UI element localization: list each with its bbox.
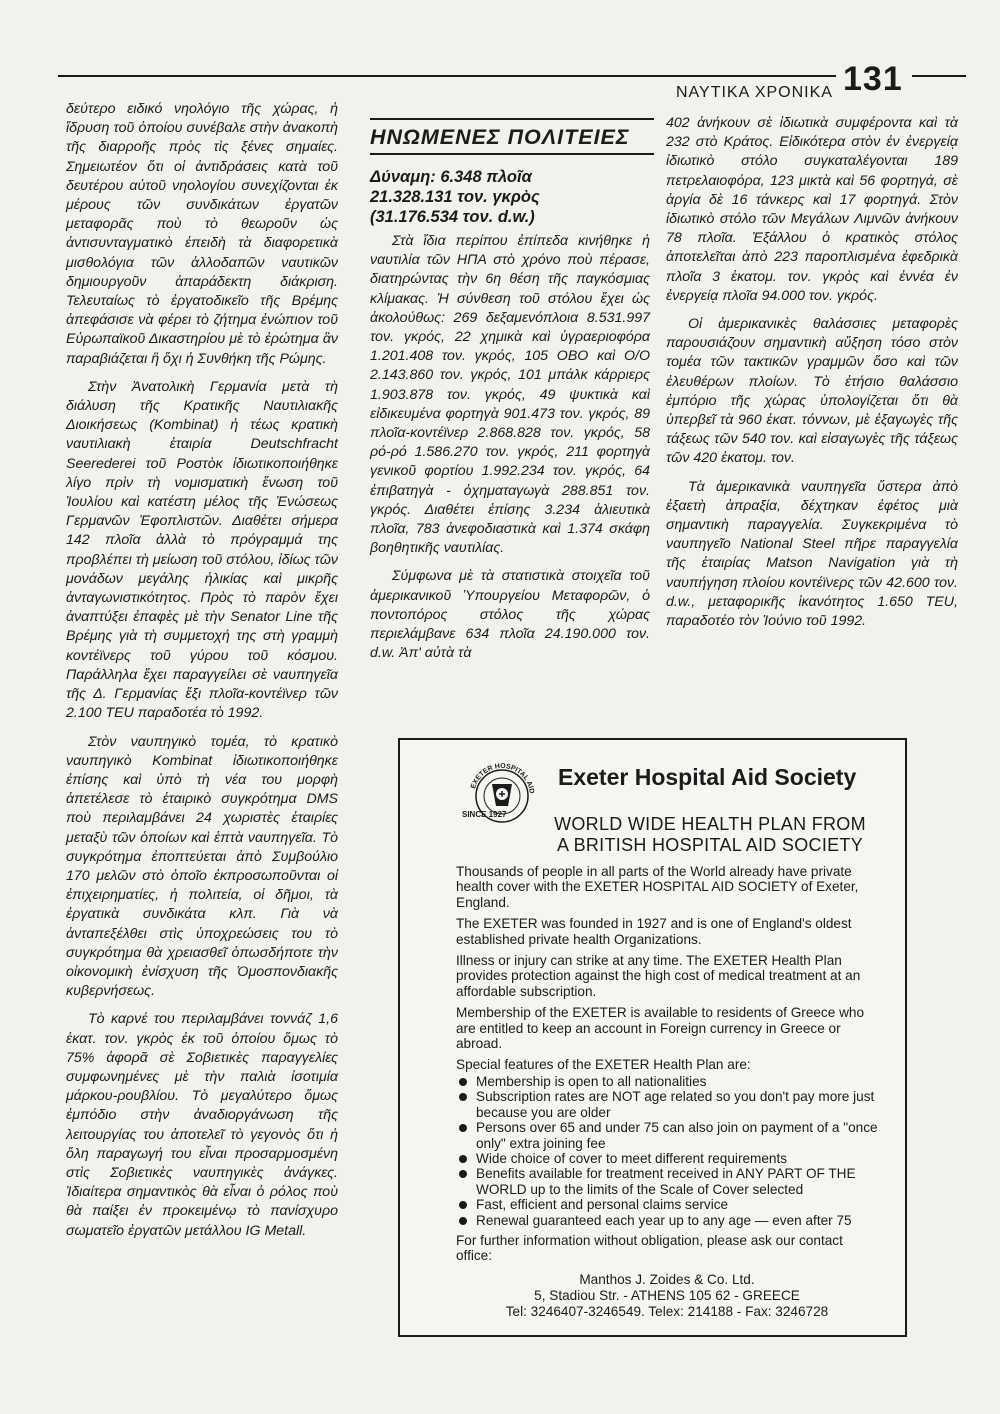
section-rule-bottom xyxy=(370,153,654,155)
advert-title: Exeter Hospital Aid Society xyxy=(558,764,857,790)
page-number: 131 xyxy=(843,60,903,98)
paragraph: Στὸν ναυπηγικὸ τομέα, τὸ κρατικὸ ναυπηγικὸ Kombinat ἰδιωτικοποιήθηκε ἐπίσης καὶ ὑπὸ τὴ νέα του μορφὴ ἀπετέλεσε τὸ ἑταιρικὸ συγκρότημα DMS ποὺ περιλαμβάνει 24 χωριστὲς ἑταιρίες μεταξὺ τῶν ὁποίων καὶ ἑπτὰ ναυπηγεῖα. Τὸ συγκρότημα ἐποπτεύεται ἀπὸ Συμβούλιο 170 μελῶν στὸ ὁποῖο ἐκπροσωποῦνται οἱ ἐπιχειρηματίες, ἡ πολιτεία, οἱ δῆμοι, τὰ ἐργατικὰ συνδικάτα κλπ. Γιὰ νὰ ἀνταπεξέλθει στὶς ὑποχρεώσεις του τὸ συγκρότημα θὰ χρειασθεῖ ὁπωσδήποτε τὴν οἰκονομικὴ ἐνίσχυση τῆς Ὁμοσπονδιακῆς κυβερνήσεως. xyxy=(66,733,338,1000)
exeter-advertisement xyxy=(398,738,907,1337)
features-intro: Special features of the EXETER Health Plan are: xyxy=(456,1057,751,1073)
section-title: ΗΝΩΜΕΝΕΣ ΠΟΛΙΤΕΙΕΣ xyxy=(370,125,630,149)
bullet-icon xyxy=(459,1217,467,1225)
feature-text: Benefits available for treatment received in ANY PART OF THE WORLD up to the limits of the Scale of Cover selected xyxy=(476,1166,856,1197)
paragraph: Στὴν Ἀνατολικὴ Γερμανία μετὰ τὴ διάλυση τῆς Κρατικῆς Ναυτιλιακῆς Διοικήσεως (Kombinat) ἡ τέως κρατικὴ ναυτιλιακὴ ἑταιρία Deutschfracht Seerederei τοῦ Ροστὸκ ἰδιωτικοποιήθηκε λίγο πρὶν τὴ νομισματικὴ ἕνωση τοῦ Ἰουλίου καὶ κατέστη μέλος τῆς Ἑνώσεως Γερμανῶν Ἐφοπλιστῶν. Διαθέτει σήμερα 142 πλοῖα ἀλλὰ τὸ πρόγραμμά της προβλέπει τὴ μείωση τοῦ στόλου, ἰδίως τῶν μονάδων μεγάλης ἡλικίας καὶ μικρῆς ἀνταγωνιστικότητος. Πρὸς τὸ παρὸν ἔχει ἀναπτύξει ἐπαφὲς μὲ τὴν Senator Line τῆς Βρέμης γιὰ τὴ συμμετοχή της στὴ γραμμὴ κοντέϊνερς τοῦ γύρου τοῦ κόσμου. Παράλληλα ἔχει παραγγείλει σὲ ναυπηγεῖα τῆς Δ. Γερμανίας ἕξι πλοῖα-κοντέϊνερ τῶν 2.100 TEU παραδοτέα τὸ 1992. xyxy=(66,378,338,722)
bullet-icon xyxy=(459,1170,467,1178)
feature-item xyxy=(456,1089,878,1120)
logo-lettering: EXETER HOSPITAL AID xyxy=(470,762,535,795)
contact-name: Manthos J. Zoides & Co. Ltd. xyxy=(579,1271,755,1287)
capacity-ships: Δύναμη: 6.348 πλοῖα xyxy=(370,168,532,186)
feature-item xyxy=(456,1074,878,1089)
feature-text: Renewal guaranteed each year up to any age — even after 75 xyxy=(476,1212,852,1228)
bullet-icon xyxy=(459,1201,467,1209)
article-column-3 xyxy=(666,114,958,640)
advert-paragraph: The EXETER was founded in 1927 and is one of England's oldest established private health Organizations. xyxy=(456,916,852,947)
bullet-icon xyxy=(459,1093,467,1101)
paragraph: Τὸ καρνέ του περιλαμβάνει τοννάζ 1,6 ἑκατ. τον. γκρὸς ἐκ τοῦ ὁποίου ὅμως τὸ 75% ἀφορᾶ σὲ Σοβιετικὲς παραγγελίες συμφωνημένες μὲ τὴν παλιὰ ἰσοτιμία μάρκου-ρουβλίου. Τὸ μεγαλύτερο ὅμως ἐμπόδιο στὴν ἀναδιοργάνωση τῆς λειτουργίας του ἀποτελεῖ τὸ γεγονὸς ὅτι ἡ ὅλη παραγωγή του εἶναι προσαρμοσμένη στὶς Σοβιετικὲς ναυπηγικὲς ἀνάγκες. Ἰδιαίτερα σημαντικὸς θὰ εἶναι ὁ ρόλος ποὺ θὰ παίξει ἐν προκειμένῳ τὸ πανίσχυρο σωματεῖο ἐργατῶν μετάλλου IG Metall. xyxy=(66,1011,338,1239)
capacity-dwt: (31.176.534 τον. d.w.) xyxy=(370,208,535,226)
paragraph: Στὰ ἴδια περίπου ἐπίπεδα κινήθηκε ἡ ναυτιλία τῶν ΗΠΑ στὸ χρόνο ποὺ πέρασε, διατηρώντας τὴν 6η θέση τῆς παγκόσμιας κλίμακας. Ἡ σύνθεση τοῦ στόλου ἔχει ὡς ἀκολούθως: 269 δεξαμενόπλοια 8.531.997 τον. γκρός, 22 χημικὰ καὶ ὑγραεριοφόρα 1.201.408 τον. γκρός, 105 OBO καὶ O/O 2.143.860 τον. γκρός, 101 μπάλκ κάρριερς 1.903.878 τον. γκρός, 49 ψυκτικὰ καὶ εἰδικευμένα φορτηγὰ 901.473 τον. γκρός, 89 πλοῖα-κοντέϊνερ 2.868.828 τον. γκρός, 58 ρό-ρό 1.586.270 τον. γκρός, 211 φορτηγὰ γενικοῦ φορτίου 1.992.234 τον. γκρός, 64 ἐπιβατηγὰ - ὀχηματαγωγὰ 288.851 τον. γκρός. Διαθέτει ἐπίσης 3.234 ἁλιευτικὰ πλοῖα, 783 ἀνεφοδιαστικὰ καὶ 1.374 σκάφη βοηθητικῆς ναυτιλίας. xyxy=(370,233,650,557)
paragraph: Τὰ ἀμερικανικὰ ναυπηγεῖα ὕστερα ἀπὸ ἐξαετὴ ἀπραξία, δέχτηκαν ἐφέτος μιὰ σημαντικὴ παραγγελία. Συγκεκριμένα τὸ ναυπηγεῖο National Steel πῆρε παραγγελία τῆς ἑταιρίας Matson Navigation γιὰ τὴ ναυπήγηση πλοίου κοντέϊνερς τῶν 42.600 τον. d.w., μεταφορικῆς ἱκανότητος 1.650 TEU, παραδοτέο τὸν Ἰούνιο τοῦ 1992. xyxy=(666,478,958,630)
feature-text: Fast, efficient and personal claims service xyxy=(476,1197,729,1213)
since-label: SINCE 1927 xyxy=(462,810,507,819)
feature-item xyxy=(456,1197,878,1212)
feature-item xyxy=(456,1151,878,1166)
header-rule-right xyxy=(912,75,966,77)
bullet-icon xyxy=(459,1155,467,1163)
capacity-grt: 21.328.131 τον. γκρὸς xyxy=(370,188,540,206)
features-list xyxy=(456,1074,878,1228)
publication-name: ΝΑΥΤΙΚΑ ΧΡΟΝΙΚΑ xyxy=(676,84,833,101)
contact-block xyxy=(456,1272,878,1320)
advert-paragraph: Membership of the EXETER is available to residents of Greece who are entitled to keep an account in Foreign currency in Greece or abroad. xyxy=(456,1005,865,1052)
header-rule-left xyxy=(58,75,836,77)
feature-text: Membership is open to all nationalities xyxy=(476,1073,707,1089)
paragraph: Σύμφωνα μὲ τὰ στατιστικὰ στοιχεῖα τοῦ ἀμερικανικοῦ Ὑπουργείου Μεταφορῶν, ὁ ποντοπόρος στόλος τῆς χώρας περιελάμβανε 634 πλοῖα 24.190.000 τον. d.w. Ἀπ' αὐτὰ τὰ xyxy=(370,568,650,662)
bullet-icon xyxy=(459,1078,467,1086)
feature-text: Persons over 65 and under 75 can also join on payment of a "once only" extra joining fee xyxy=(476,1120,878,1151)
advert-paragraph: Thousands of people in all parts of the World already have private health cover with the EXETER HOSPITAL AID SOCIETY of Exeter, England. xyxy=(456,864,859,910)
article-column-2 xyxy=(370,232,650,672)
advert-body xyxy=(456,864,878,1320)
feature-text: Wide choice of cover to meet different requirements xyxy=(476,1150,788,1166)
advert-headline-1: WORLD WIDE HEALTH PLAN FROM xyxy=(554,814,866,834)
feature-text: Subscription rates are NOT age related so you don't pay more just because you are older xyxy=(476,1089,875,1120)
paragraph: 402 ἀνήκουν σὲ ἰδιωτικὰ συμφέροντα καὶ τὰ 232 στὸ Κράτος. Εἰδικότερα στὸν ἐν ἐνεργείᾳ ἰδιωτικὸ στόλο συγκαταλέγονται 189 πετρελαιοφόρα, 123 μικτὰ καὶ 56 φορτηγά, σὲ ἀργία δὲ 16 τάνκερς καὶ 17 φορτηγά. Στὸν ἰδιωτικὸ στόλο τῶν Μεγάλων Λιμνῶν ἀνήκουν 78 πλοῖα. Ἐξάλλου ὁ κρατικὸς στόλος ἀποτελεῖται ἀπὸ 223 παροπλισμένα ἐφεδρικὰ πλοῖα 3 ἑκατομ. τον. γκρὸς καὶ ἐννέα ἐν ἐνεργείᾳ πλοῖα 94.000 τον. γκρός. xyxy=(666,115,958,304)
advert-paragraph: Illness or injury can strike at any time. The EXETER Health Plan provides protection against the high cost of medical treatment at an affordable subscription. xyxy=(456,953,861,999)
feature-item xyxy=(456,1213,878,1228)
bullet-icon xyxy=(459,1124,467,1132)
paragraph: δεύτερο ειδικό νηολόγιο τῆς χώρας, ἡ ἵδρυση τοῦ ὁποίου συνέβαλε στὴν ἀνακοπὴ τῆς διαρροῆς πρὸς τὶς ξένες σημαίες. Σημειωτέον ὅτι οἱ ἀντιδράσεις κατὰ τοῦ δευτέρου αὐτοῦ νηολογίου συνεχίζονται ἐκ μέρους τῶν συνδικάτων ἐργατῶν μεταφορᾶς ποὺ τὸ θεωροῦν ὡς ἀντισυνταγματικὸ ἐπειδὴ τὰ διαφορετικὰ μισθολόγια τῶν ἀλλοδαπῶν ναυτικῶν δημιουργοῦν ἀπαράδεκτη διάκριση. Τελευταίως τὸ ἐργατοδικεῖο τῆς Βρέμης ἀπεφάσισε νὰ φέρει τὸ ζήτημα ἐνώπιον τοῦ Εὐρωπαϊκοῦ Δικαστηρίου μὲ τὸ ἐρώτημα ἂν παραβιάζεται ἢ ὄχι ἡ Συνθήκη τῆς Ρώμης. xyxy=(66,101,338,367)
closing-text: For further information without obligation, please ask our contact office: xyxy=(456,1232,843,1264)
contact-address: 5, Stadiou Str. - ATHENS 105 62 - GREECE xyxy=(534,1287,800,1303)
fleet-capacity xyxy=(370,167,654,227)
feature-item xyxy=(456,1166,878,1197)
contact-phone: Tel: 3246407-3246549. Telex: 214188 - Fax: 3246728 xyxy=(505,1303,829,1319)
feature-item xyxy=(456,1120,878,1151)
paragraph: Οἱ ἀμερικανικὲς θαλάσσιες μεταφορὲς παρουσιάζουν σημαντικὴ αὔξηση τόσο στὸν τομέα τῶν τακτικῶν γραμμῶν ὅσο καὶ τῶν ἐλευθέρων πλοίων. Τὸ ἐτήσιο θαλάσσιο ἐμπόριο τῆς χώρας ὑπολογίζεται ὅτι θὰ ὑπερβεῖ τὰ 960 ἑκατ. τόννων, μὲ ἐξαγωγὲς τῆς τάξεως τῶν 540 τον. καὶ εἰσαγωγὲς τῆς τάξεως τῶν 420 ἑκατομ. τον. xyxy=(666,316,958,467)
advert-headline-2: A BRITISH HOSPITAL AID SOCIETY xyxy=(556,835,864,855)
article-column-1 xyxy=(66,100,338,1250)
section-rule-top xyxy=(370,118,654,120)
